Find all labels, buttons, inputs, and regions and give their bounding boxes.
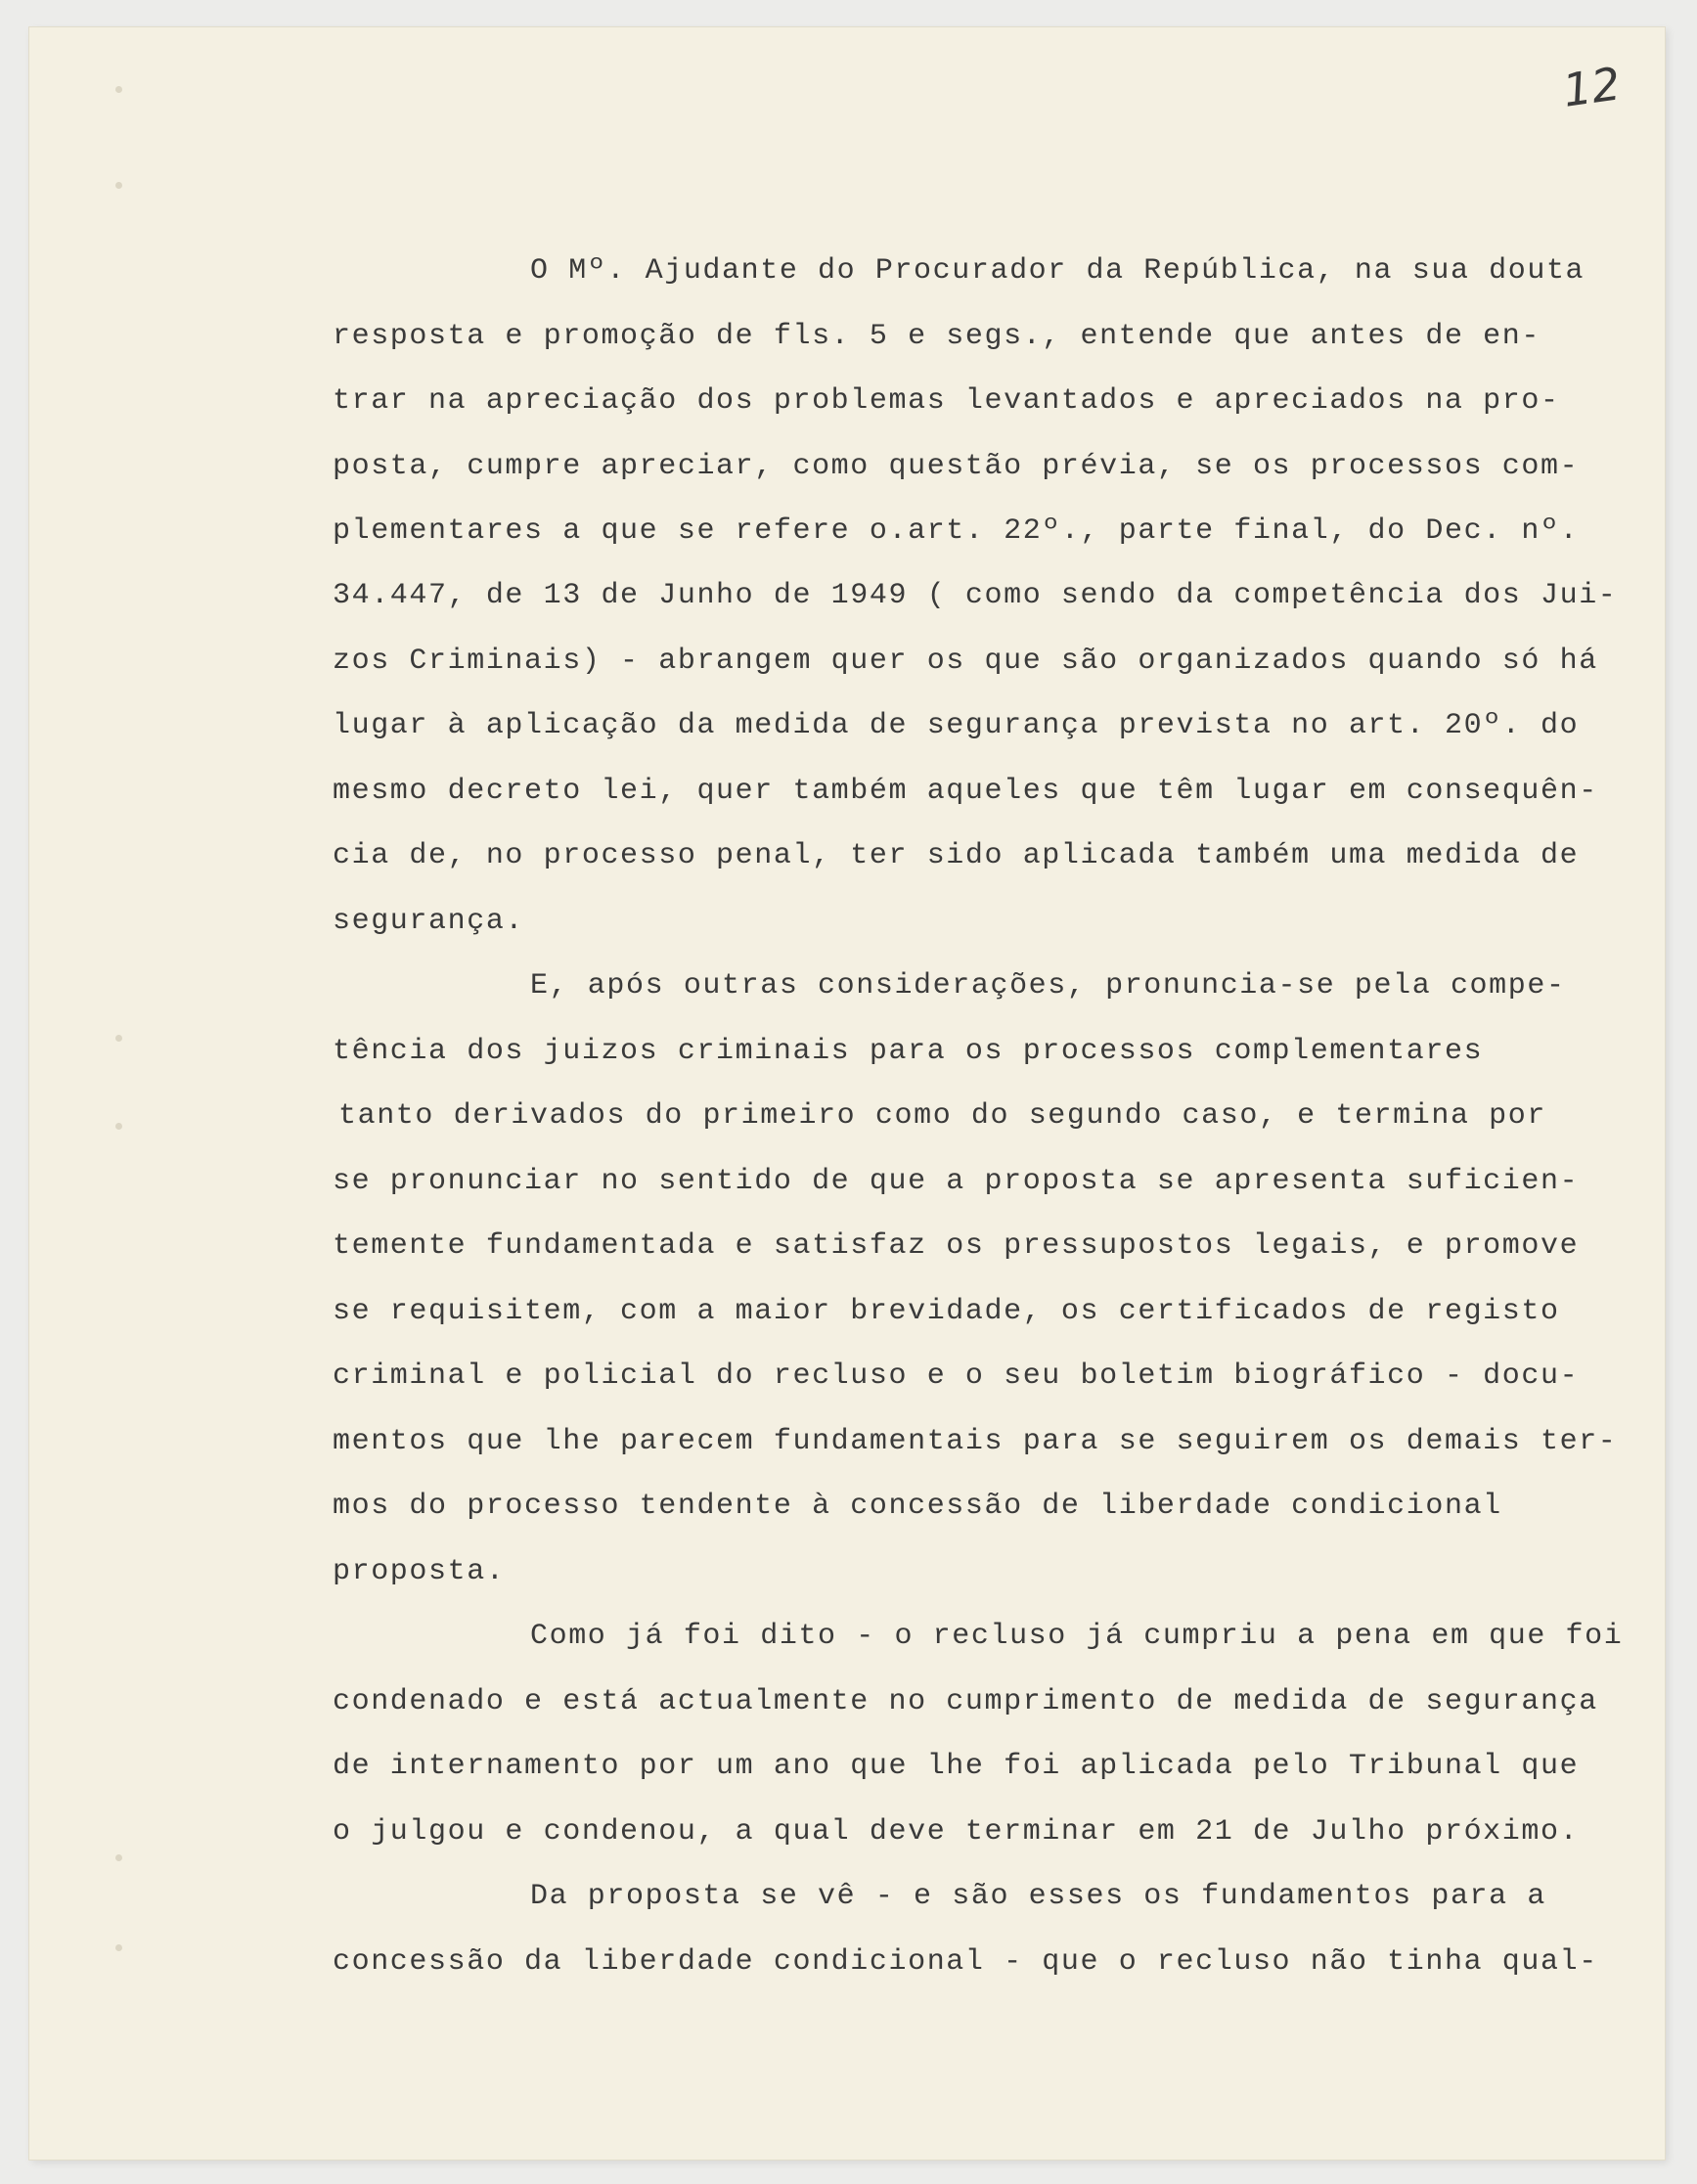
text-line: Da proposta se vê - e são esses os fundamentos para a bbox=[530, 1880, 1546, 1913]
text-line: 34.447, de 13 de Junho de 1949 ( como sendo da competência dos Jui- bbox=[333, 579, 1618, 612]
text-line: o julgou e condenou, a qual deve terminar em 21 de Julho próximo. bbox=[333, 1815, 1580, 1849]
text-line: concessão da liberdade condicional - que o recluso não tinha qual- bbox=[333, 1945, 1598, 1979]
text-line: condenado e está actualmente no cumprimento de medida de segurança bbox=[333, 1685, 1598, 1718]
text-line: tanto derivados do primeiro como do segundo caso, e termina por bbox=[338, 1099, 1546, 1133]
paper-mark bbox=[115, 182, 122, 189]
text-line: lugar à aplicação da medida de segurança prevista no art. 20º. do bbox=[333, 709, 1580, 742]
text-line: resposta e promoção de fls. 5 e segs., entende que antes de en- bbox=[333, 320, 1541, 353]
text-line: criminal e policial do recluso e o seu boletim biográfico - docu- bbox=[333, 1359, 1580, 1393]
text-line: cia de, no processo penal, ter sido aplicada também uma medida de bbox=[333, 839, 1580, 872]
text-line: plementares a que se refere o.art. 22º., parte final, do Dec. nº. bbox=[333, 514, 1580, 548]
paper-mark bbox=[115, 1854, 122, 1861]
page-number: 12 bbox=[1559, 57, 1625, 117]
text-line: mos do processo tendente à concessão de liberdade condicional bbox=[333, 1490, 1502, 1523]
text-line: trar na apreciação dos problemas levantados e apreciados na pro- bbox=[333, 384, 1560, 418]
paper-mark bbox=[115, 86, 122, 93]
text-line: segurança. bbox=[333, 905, 525, 938]
text-line: de internamento por um ano que lhe foi aplicada pelo Tribunal que bbox=[333, 1750, 1580, 1783]
paper-mark bbox=[115, 1123, 122, 1130]
text-line: se requisitem, com a maior brevidade, os certificados de registo bbox=[333, 1295, 1560, 1328]
text-line: mesmo decreto lei, quer também aqueles que têm lugar em consequên- bbox=[333, 775, 1598, 808]
text-line: zos Criminais) - abrangem quer os que são organizados quando só há bbox=[333, 645, 1598, 678]
text-line: se pronunciar no sentido de que a proposta se apresenta suficien- bbox=[333, 1165, 1580, 1198]
text-line: Como já foi dito - o recluso já cumpriu a pena em que foi bbox=[530, 1620, 1624, 1653]
text-line: E, após outras considerações, pronuncia-se pela compe- bbox=[530, 969, 1566, 1003]
text-line: tência dos juizos criminais para os processos complementares bbox=[333, 1035, 1484, 1068]
text-line: posta, cumpre apreciar, como questão prévia, se os processos com- bbox=[333, 450, 1580, 483]
paper-mark bbox=[115, 1035, 122, 1042]
text-line: proposta. bbox=[333, 1555, 506, 1588]
paper-mark bbox=[115, 1944, 122, 1951]
text-line: temente fundamentada e satisfaz os pressupostos legais, e promove bbox=[333, 1229, 1580, 1263]
text-line: mentos que lhe parecem fundamentais para se seguirem os demais ter- bbox=[333, 1425, 1618, 1458]
text-line: O Mº. Ajudante do Procurador da República, na sua douta bbox=[530, 254, 1585, 288]
